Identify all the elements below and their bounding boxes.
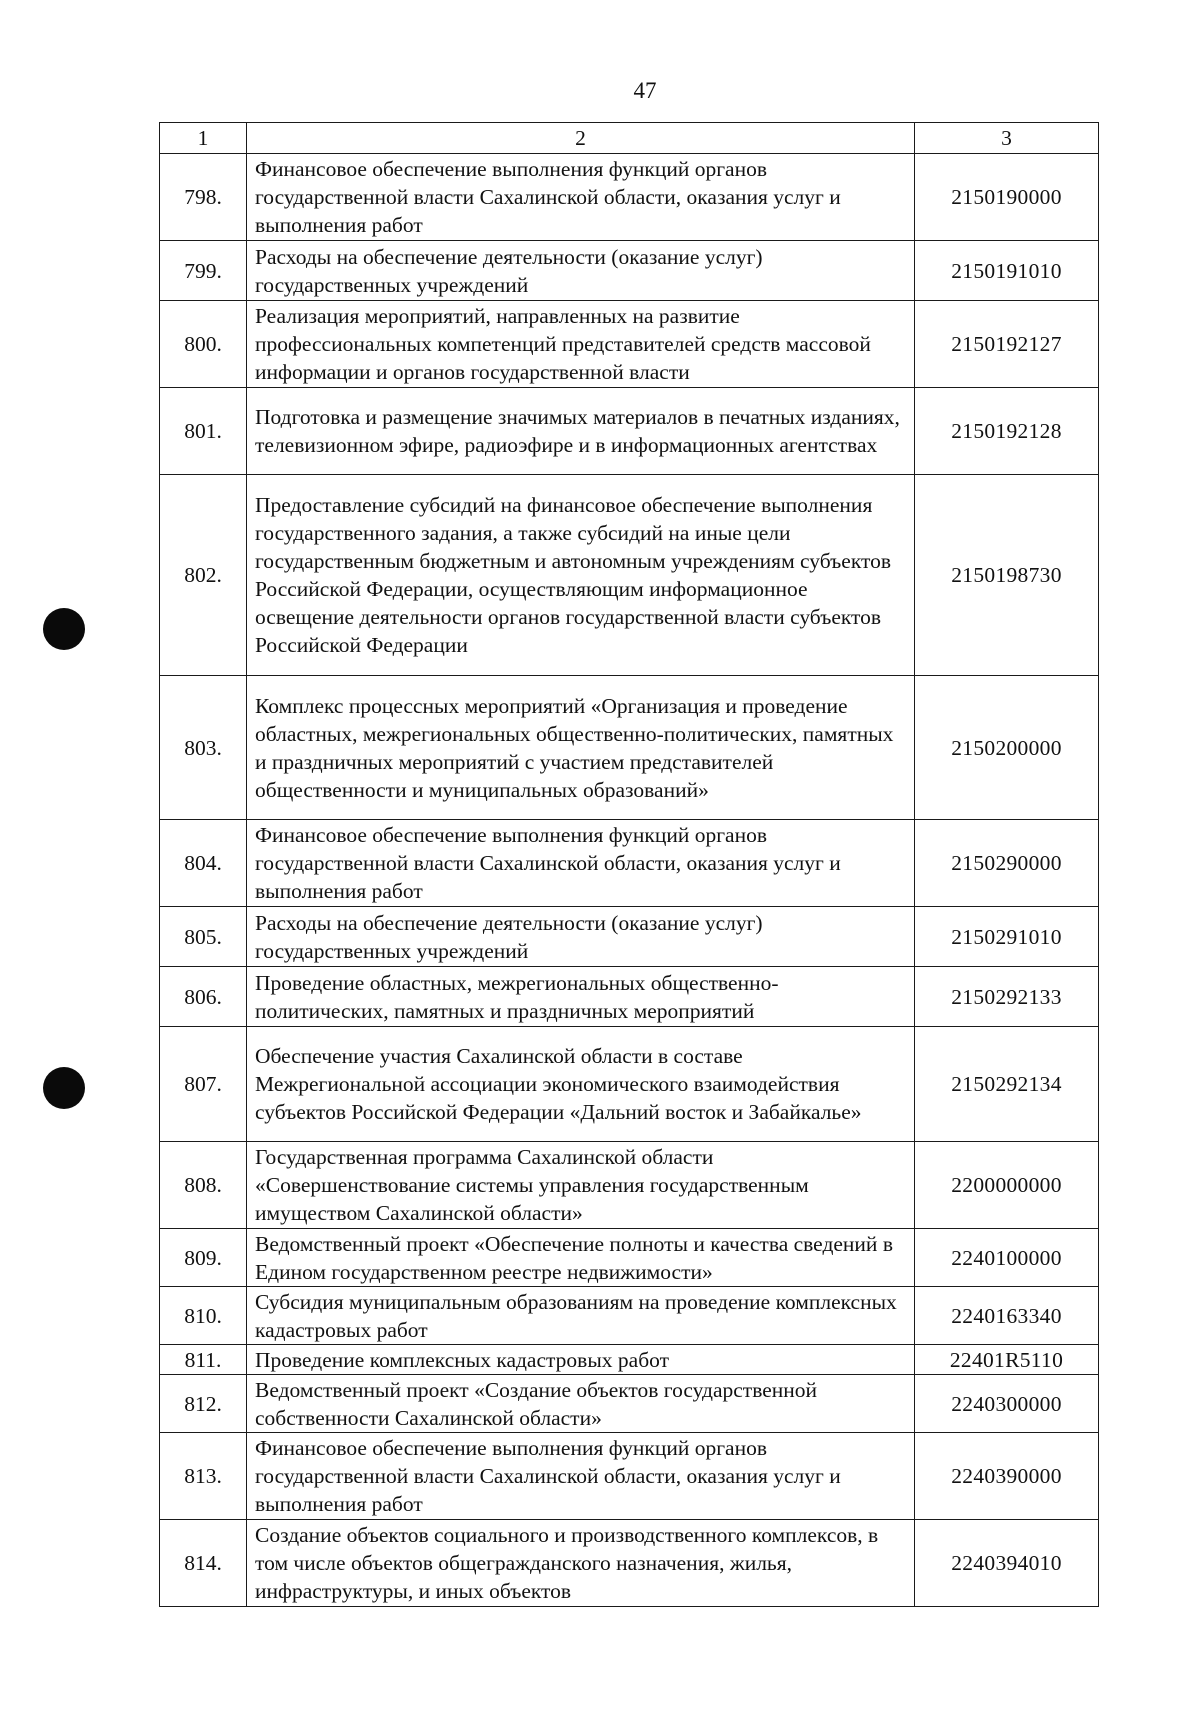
row-description: Финансовое обеспечение выполнения функций органов государственной власти Сахалинской области, оказания услуг и выполнения работ <box>247 820 915 907</box>
table-row <box>160 1027 1099 1142</box>
row-code: 22401R5110 <box>915 1345 1099 1375</box>
row-number: 803. <box>160 676 247 820</box>
budget-classification-table <box>159 122 1099 1607</box>
table-row <box>160 676 1099 820</box>
table-header-row <box>160 123 1099 154</box>
row-number: 806. <box>160 967 247 1027</box>
table-row <box>160 1345 1099 1375</box>
row-description: Финансовое обеспечение выполнения функций органов государственной власти Сахалинской области, оказания услуг и выполнения работ <box>247 1433 915 1520</box>
row-description: Подготовка и размещение значимых материалов в печатных изданиях, телевизионном эфире, радиоэфире и в информационных агентствах <box>247 388 915 475</box>
row-code: 2150200000 <box>915 676 1099 820</box>
row-description: Проведение областных, межрегиональных общественно-политических, памятных и праздничных мероприятий <box>247 967 915 1027</box>
row-description: Финансовое обеспечение выполнения функций органов государственной власти Сахалинской области, оказания услуг и выполнения работ <box>247 154 915 241</box>
row-number: 798. <box>160 154 247 241</box>
row-number: 811. <box>160 1345 247 1375</box>
binder-hole-punch <box>43 1067 85 1109</box>
row-code: 2240163340 <box>915 1287 1099 1345</box>
row-description: Создание объектов социального и производственного комплексов, в том числе объектов общегражданского назначения, жилья, инфраструктуры, и иных объектов <box>247 1520 915 1607</box>
row-number: 802. <box>160 475 247 676</box>
row-code: 2150191010 <box>915 241 1099 301</box>
row-code: 2150291010 <box>915 907 1099 967</box>
row-description: Ведомственный проект «Обеспечение полноты и качества сведений в Едином государственном реестре недвижимости» <box>247 1229 915 1287</box>
column-header-number: 1 <box>160 123 247 154</box>
row-description: Расходы на обеспечение деятельности (оказание услуг) государственных учреждений <box>247 907 915 967</box>
table-row <box>160 475 1099 676</box>
row-description: Комплекс процессных мероприятий «Организация и проведение областных, межрегиональных общественно-политических, памятных и праздничных мероприятий с участием представителей общественности и муниципальных образований» <box>247 676 915 820</box>
row-description: Государственная программа Сахалинской области «Совершенствование системы управления государственным имуществом Сахалинской области» <box>247 1142 915 1229</box>
row-number: 799. <box>160 241 247 301</box>
table-row <box>160 1375 1099 1433</box>
row-description: Проведение комплексных кадастровых работ <box>247 1345 915 1375</box>
table-row <box>160 907 1099 967</box>
row-code: 2150292133 <box>915 967 1099 1027</box>
table-row <box>160 1287 1099 1345</box>
table-row <box>160 1433 1099 1520</box>
table-row <box>160 388 1099 475</box>
table-row <box>160 154 1099 241</box>
row-code: 2240300000 <box>915 1375 1099 1433</box>
table-row <box>160 301 1099 388</box>
row-description: Предоставление субсидий на финансовое обеспечение выполнения государственного задания, а также субсидий на иные цели государственным бюджетным и автономным учреждениям субъектов Российской Федерации, осуществляющим информационное освещение деятельности органов государственной власти субъектов Российской Федерации <box>247 475 915 676</box>
row-description: Расходы на обеспечение деятельности (оказание услуг) государственных учреждений <box>247 241 915 301</box>
row-description: Реализация мероприятий, направленных на развитие профессиональных компетенций представителей средств массовой информации и органов государственной власти <box>247 301 915 388</box>
row-code: 2240394010 <box>915 1520 1099 1607</box>
row-code: 2150198730 <box>915 475 1099 676</box>
row-number: 805. <box>160 907 247 967</box>
column-header-description: 2 <box>247 123 915 154</box>
row-code: 2200000000 <box>915 1142 1099 1229</box>
row-number: 813. <box>160 1433 247 1520</box>
row-number: 801. <box>160 388 247 475</box>
row-code: 2240390000 <box>915 1433 1099 1520</box>
table-row <box>160 1229 1099 1287</box>
row-code: 2150290000 <box>915 820 1099 907</box>
table-row <box>160 1142 1099 1229</box>
row-code: 2240100000 <box>915 1229 1099 1287</box>
page-number: 47 <box>633 78 657 103</box>
row-code: 2150192127 <box>915 301 1099 388</box>
row-description: Субсидия муниципальным образованиям на проведение комплексных кадастровых работ <box>247 1287 915 1345</box>
row-number: 807. <box>160 1027 247 1142</box>
row-code: 2150192128 <box>915 388 1099 475</box>
row-number: 800. <box>160 301 247 388</box>
table-row <box>160 967 1099 1027</box>
row-number: 808. <box>160 1142 247 1229</box>
binder-hole-punch <box>43 608 85 650</box>
row-description: Обеспечение участия Сахалинской области в составе Межрегиональной ассоциации экономического взаимодействия субъектов Российской Федерации «Дальний восток и Забайкалье» <box>247 1027 915 1142</box>
row-code: 2150292134 <box>915 1027 1099 1142</box>
row-description: Ведомственный проект «Создание объектов государственной собственности Сахалинской области» <box>247 1375 915 1433</box>
row-number: 804. <box>160 820 247 907</box>
table-row <box>160 820 1099 907</box>
row-code: 2150190000 <box>915 154 1099 241</box>
column-header-code: 3 <box>915 123 1099 154</box>
row-number: 809. <box>160 1229 247 1287</box>
row-number: 812. <box>160 1375 247 1433</box>
row-number: 810. <box>160 1287 247 1345</box>
table-row <box>160 1520 1099 1607</box>
table-row <box>160 241 1099 301</box>
row-number: 814. <box>160 1520 247 1607</box>
